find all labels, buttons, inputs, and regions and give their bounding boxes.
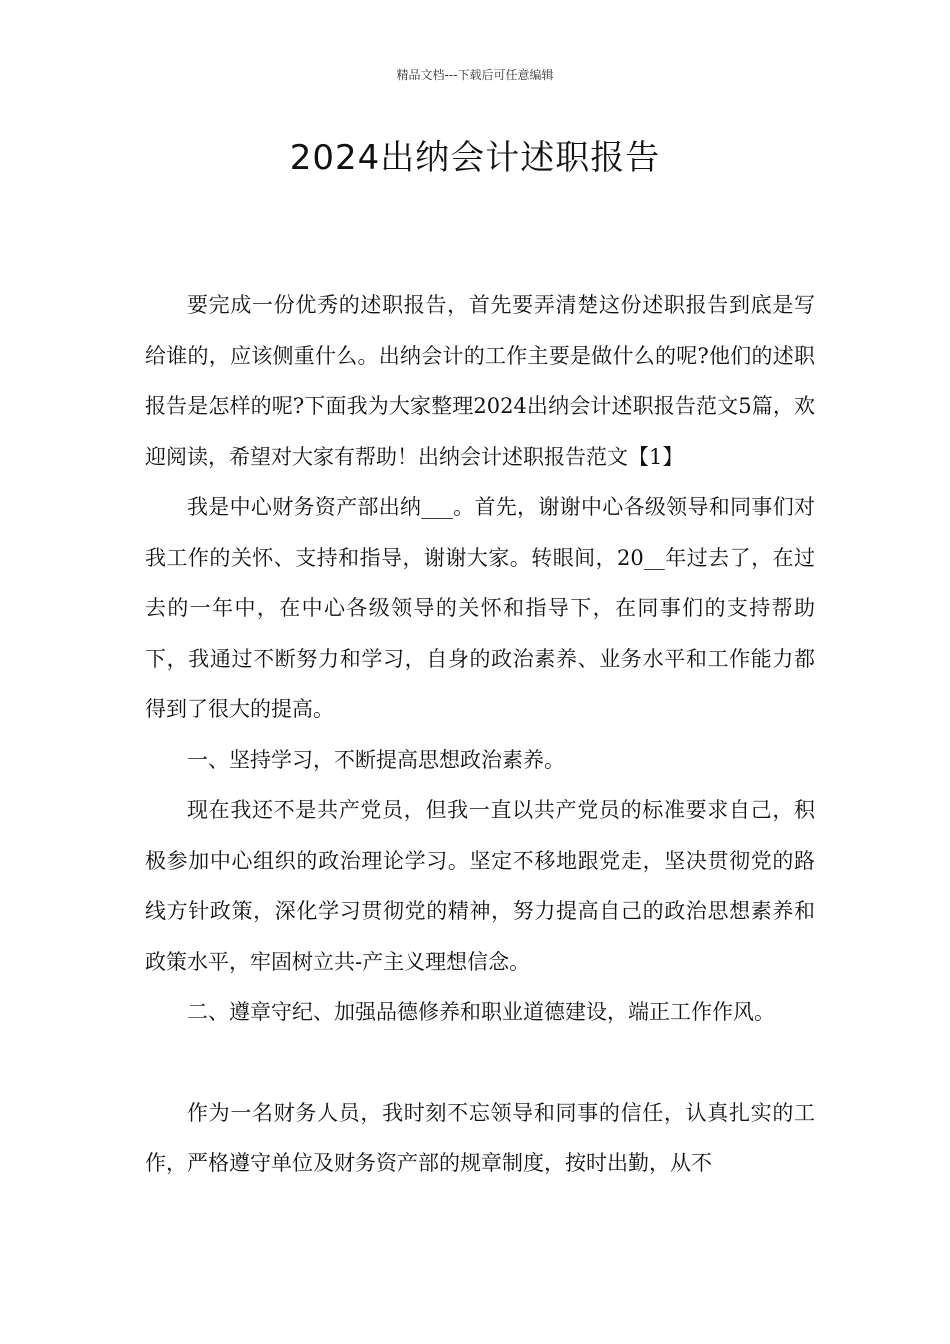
- paragraph-intro: 要完成一份优秀的述职报告，首先要弄清楚这份述职报告到底是写给谁的，应该侧重什么。出纳会计的工作主要是做什么的呢?他们的述职报告是怎样的呢?下面我为大家整理2024出纳会计述职报告范文5篇，欢迎阅读，希望对大家有帮助！出纳会计述职报告范文【1】: [145, 293, 815, 469]
- document-title: 2024出纳会计述职报告: [289, 138, 661, 178]
- document-body: [145, 280, 815, 1189]
- paragraph-work-ethic: 作为一名财务人员，我时刻不忘领导和同事的信任，认真扎实的工作，严格遵守单位及财务资产部的规章制度，按时出勤，从不: [145, 1100, 815, 1175]
- paragraph-political-study: 现在我还不是共产党员，但我一直以共产党员的标准要求自己，积极参加中心组织的政治理论学习。坚定不移地跟党走，坚决贯彻党的路线方针政策，深化学习贯彻党的精神，努力提高自己的政治思想素养和政策水平，牢固树立共-产主义理想信念。: [145, 798, 815, 974]
- paragraph-self-intro: 我是中心财务资产部出纳___。首先，谢谢中心各级领导和同事们对我工作的关怀、支持和指导，谢谢大家。转眼间，20__年过去了，在过去的一年中，在中心各级领导的关怀和指导下，在同事们的支持帮助下，我通过不断努力和学习，自身的政治素养、业务水平和工作能力都得到了很大的提高。: [145, 495, 815, 721]
- section-heading-1: 一、坚持学习，不断提高思想政治素养。: [187, 747, 565, 772]
- section-heading-2: 二、遵章守纪、加强品德修养和职业道德建设，端正工作作风。: [187, 1000, 775, 1024]
- header-note: 精品文档---下载后可任意编辑: [396, 68, 554, 82]
